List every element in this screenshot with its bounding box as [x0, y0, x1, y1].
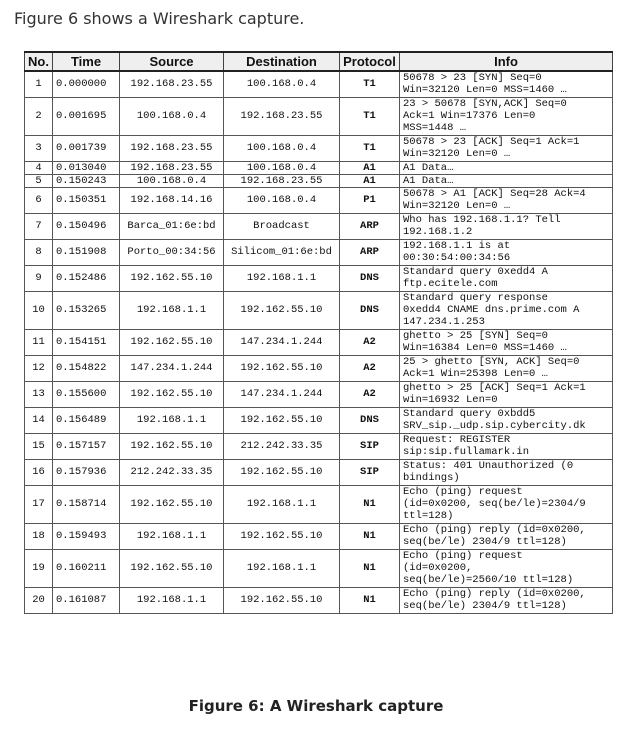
- packet-time: 0.157157: [53, 433, 120, 459]
- packet-time: 0.150351: [53, 187, 120, 213]
- table-row: [25, 485, 613, 523]
- packet-info-line: Ack=1 Win=17376 Len=0: [403, 110, 536, 122]
- packet-time: 0.151908: [53, 239, 120, 265]
- packet-number: 8: [25, 239, 53, 265]
- packet-number: 19: [25, 549, 53, 587]
- packet-info: [400, 71, 613, 97]
- packet-info-line: sip:sip.fullamark.in: [403, 446, 530, 458]
- packet-protocol: DNS: [340, 407, 400, 433]
- table-row: [25, 523, 613, 549]
- packet-protocol: N1: [340, 549, 400, 587]
- packet-info: [400, 355, 613, 381]
- packet-info-line: A1 Data…: [403, 174, 454, 187]
- table-row: [25, 135, 613, 161]
- packet-destination: 192.168.23.55: [224, 97, 340, 135]
- packet-info: [400, 549, 613, 587]
- table-row: [25, 355, 613, 381]
- packet-info-line: Standard query 0xbdd5: [403, 408, 536, 420]
- packet-destination: 192.162.55.10: [224, 587, 340, 613]
- packet-time: 0.152486: [53, 265, 120, 291]
- table-row: [25, 97, 613, 135]
- packet-source: 192.168.1.1: [120, 587, 224, 613]
- packet-source: 212.242.33.35: [120, 459, 224, 485]
- packet-protocol: ARP: [340, 239, 400, 265]
- packet-time: 0.158714: [53, 485, 120, 523]
- packet-time: 0.013040: [53, 161, 120, 174]
- packet-info: [400, 213, 613, 239]
- packet-number: 13: [25, 381, 53, 407]
- packet-time: 0.155600: [53, 381, 120, 407]
- packet-info-line: seq(be/le) 2304/9 ttl=128): [403, 600, 567, 612]
- packet-info-line: 50678 > 23 [SYN] Seq=0: [403, 72, 542, 85]
- packet-source: 192.162.55.10: [120, 329, 224, 355]
- packet-number: 5: [25, 174, 53, 187]
- table-row: [25, 174, 613, 187]
- packet-source: 100.168.0.4: [120, 97, 224, 135]
- packet-protocol: N1: [340, 485, 400, 523]
- packet-protocol: P1: [340, 187, 400, 213]
- packet-destination: 212.242.33.35: [224, 433, 340, 459]
- packet-info: [400, 291, 613, 329]
- packet-info: [400, 161, 613, 174]
- packet-info-line: seq(be/le)=2560/10 ttl=128): [403, 574, 574, 586]
- packet-info: [400, 407, 613, 433]
- packet-source: 192.168.1.1: [120, 291, 224, 329]
- packet-info-line: ftp.ecitele.com: [403, 278, 498, 290]
- packet-number: 7: [25, 213, 53, 239]
- packet-info-line: MSS=1448 …: [403, 122, 467, 134]
- packet-source: 192.168.1.1: [120, 523, 224, 549]
- packet-info-line: Win=32120 Len=0 …: [403, 200, 511, 212]
- table-row: [25, 407, 613, 433]
- packet-protocol: T1: [340, 97, 400, 135]
- packet-info-line: SRV_sip._udp.sip.cybercity.dk: [403, 420, 586, 432]
- packet-info-line: ghetto > 25 [SYN] Seq=0: [403, 330, 548, 342]
- packet-destination: Broadcast: [224, 213, 340, 239]
- packet-source: 192.162.55.10: [120, 381, 224, 407]
- packet-destination: Silicom_01:6e:bd: [224, 239, 340, 265]
- packet-protocol: A1: [340, 161, 400, 174]
- packet-info-line: ghetto > 25 [ACK] Seq=1 Ack=1: [403, 382, 586, 394]
- packet-number: 6: [25, 187, 53, 213]
- table-row: [25, 71, 613, 97]
- packet-info-line: 23 > 50678 [SYN,ACK] Seq=0: [403, 98, 567, 110]
- packet-destination: 147.234.1.244: [224, 381, 340, 407]
- packet-info-line: Standard query 0xedd4 A: [403, 266, 548, 278]
- packet-info: [400, 174, 613, 187]
- packet-info: [400, 587, 613, 613]
- packet-info-line: 0xedd4 CNAME dns.prime.com A: [403, 304, 580, 316]
- packet-info-line: 50678 > A1 [ACK] Seq=28 Ack=4: [403, 188, 586, 200]
- packet-protocol: N1: [340, 523, 400, 549]
- packet-number: 20: [25, 587, 53, 613]
- table-row: [25, 329, 613, 355]
- packet-source: 192.168.23.55: [120, 135, 224, 161]
- packet-info: [400, 135, 613, 161]
- packet-info: [400, 381, 613, 407]
- packet-number: 10: [25, 291, 53, 329]
- packet-protocol: A2: [340, 329, 400, 355]
- table-row: [25, 433, 613, 459]
- intro-text: Figure 6 shows a Wireshark capture.: [14, 9, 305, 28]
- table-row: [25, 549, 613, 587]
- packet-destination: 100.168.0.4: [224, 135, 340, 161]
- packet-info: [400, 97, 613, 135]
- packet-info-line: Ack=1 Win=25398 Len=0 …: [403, 368, 548, 380]
- packet-destination: 100.168.0.4: [224, 161, 340, 174]
- packet-number: 11: [25, 329, 53, 355]
- packet-info-line: Echo (ping) reply (id=0x0200,: [403, 524, 586, 536]
- packet-destination: 192.162.55.10: [224, 459, 340, 485]
- packet-destination: 192.162.55.10: [224, 407, 340, 433]
- packet-info: [400, 329, 613, 355]
- table-row: [25, 587, 613, 613]
- packet-source: 192.162.55.10: [120, 549, 224, 587]
- packet-info-line: bindings): [403, 472, 460, 484]
- packet-destination: 100.168.0.4: [224, 187, 340, 213]
- packet-info-line: 147.234.1.253: [403, 316, 485, 328]
- packet-info-line: A1 Data…: [403, 161, 454, 174]
- packet-info: [400, 433, 613, 459]
- packet-time: 0.156489: [53, 407, 120, 433]
- table-row: [25, 381, 613, 407]
- packet-destination: 192.168.1.1: [224, 485, 340, 523]
- packet-source: 147.234.1.244: [120, 355, 224, 381]
- packet-number: 17: [25, 485, 53, 523]
- packet-info-line: (id=0x0200,: [403, 562, 473, 574]
- packet-time: 0.150496: [53, 213, 120, 239]
- packet-destination: 192.162.55.10: [224, 355, 340, 381]
- header-no: No.: [25, 52, 53, 71]
- packet-protocol: SIP: [340, 459, 400, 485]
- packet-time: 0.154822: [53, 355, 120, 381]
- packet-info-line: Request: REGISTER: [403, 434, 511, 446]
- packet-info-line: Status: 401 Unauthorized (0: [403, 460, 574, 472]
- packet-info-line: Echo (ping) reply (id=0x0200,: [403, 588, 586, 600]
- packet-time: 0.001739: [53, 135, 120, 161]
- packet-number: 18: [25, 523, 53, 549]
- packet-time: 0.160211: [53, 549, 120, 587]
- packet-destination: 100.168.0.4: [224, 71, 340, 97]
- packet-number: 9: [25, 265, 53, 291]
- packet-source: 192.168.1.1: [120, 407, 224, 433]
- packet-source: 192.168.23.55: [120, 71, 224, 97]
- packet-source: 192.162.55.10: [120, 433, 224, 459]
- table-header-row: [25, 52, 613, 71]
- packet-source: 192.162.55.10: [120, 265, 224, 291]
- table-row: [25, 459, 613, 485]
- packet-protocol: T1: [340, 71, 400, 97]
- packet-destination: 192.168.23.55: [224, 174, 340, 187]
- packet-protocol: SIP: [340, 433, 400, 459]
- header-source: Source: [120, 52, 224, 71]
- packet-number: 4: [25, 161, 53, 174]
- packet-info: [400, 523, 613, 549]
- packet-info-line: 25 > ghetto [SYN, ACK] Seq=0: [403, 356, 580, 368]
- packet-destination: 192.162.55.10: [224, 523, 340, 549]
- packet-time: 0.153265: [53, 291, 120, 329]
- packet-info: [400, 187, 613, 213]
- packet-time: 0.159493: [53, 523, 120, 549]
- packet-info-line: Echo (ping) request: [403, 550, 523, 562]
- packet-destination: 192.162.55.10: [224, 291, 340, 329]
- packet-info-line: Standard query response: [403, 292, 548, 304]
- table-row: [25, 291, 613, 329]
- packet-info: [400, 485, 613, 523]
- header-protocol: Protocol: [340, 52, 400, 71]
- packet-source: 192.168.14.16: [120, 187, 224, 213]
- packet-time: 0.161087: [53, 587, 120, 613]
- packet-source: 192.168.23.55: [120, 161, 224, 174]
- packet-info-line: Win=32120 Len=0 MSS=1460 …: [403, 84, 567, 97]
- packet-protocol: DNS: [340, 291, 400, 329]
- packet-info-line: win=16932 Len=0: [403, 394, 498, 406]
- packet-number: 2: [25, 97, 53, 135]
- table-row: [25, 213, 613, 239]
- packet-info-line: 50678 > 23 [ACK] Seq=1 Ack=1: [403, 136, 580, 148]
- table-row: [25, 265, 613, 291]
- table-row: [25, 187, 613, 213]
- packet-number: 1: [25, 71, 53, 97]
- header-destination: Destination: [224, 52, 340, 71]
- packet-info-line: 00:30:54:00:34:56: [403, 252, 511, 264]
- packet-info-line: Echo (ping) request: [403, 486, 523, 498]
- packet-destination: 147.234.1.244: [224, 329, 340, 355]
- table-row: [25, 239, 613, 265]
- packet-number: 16: [25, 459, 53, 485]
- packet-info-line: Who has 192.168.1.1? Tell: [403, 214, 561, 226]
- packet-info-line: 192.168.1.2: [403, 226, 473, 238]
- packet-time: 0.154151: [53, 329, 120, 355]
- packet-time: 0.157936: [53, 459, 120, 485]
- header-time: Time: [53, 52, 120, 71]
- packet-source: Porto_00:34:56: [120, 239, 224, 265]
- header-info: Info: [400, 52, 613, 71]
- packet-source: 192.162.55.10: [120, 485, 224, 523]
- packet-protocol: A2: [340, 381, 400, 407]
- packet-time: 0.000000: [53, 71, 120, 97]
- packet-number: 15: [25, 433, 53, 459]
- packet-protocol: A2: [340, 355, 400, 381]
- table-row: [25, 161, 613, 174]
- packet-protocol: DNS: [340, 265, 400, 291]
- packet-info-line: Win=16384 Len=0 MSS=1460 …: [403, 342, 567, 354]
- packet-number: 3: [25, 135, 53, 161]
- packet-protocol: A1: [340, 174, 400, 187]
- packet-info: [400, 459, 613, 485]
- packet-info-line: (id=0x0200, seq(be/le)=2304/9: [403, 498, 586, 510]
- packet-destination: 192.168.1.1: [224, 549, 340, 587]
- wireshark-capture-table: [24, 51, 613, 614]
- packet-protocol: T1: [340, 135, 400, 161]
- packet-protocol: ARP: [340, 213, 400, 239]
- packet-destination: 192.168.1.1: [224, 265, 340, 291]
- packet-info: [400, 265, 613, 291]
- packet-info: [400, 239, 613, 265]
- packet-info-line: Win=32120 Len=0 …: [403, 148, 511, 160]
- packet-source: Barca_01:6e:bd: [120, 213, 224, 239]
- packet-protocol: N1: [340, 587, 400, 613]
- packet-source: 100.168.0.4: [120, 174, 224, 187]
- packet-info-line: ttl=128): [403, 510, 454, 522]
- packet-info-line: seq(be/le) 2304/9 ttl=128): [403, 536, 567, 548]
- packet-number: 12: [25, 355, 53, 381]
- packet-number: 14: [25, 407, 53, 433]
- packet-time: 0.150243: [53, 174, 120, 187]
- packet-time: 0.001695: [53, 97, 120, 135]
- figure-caption: Figure 6: A Wireshark capture: [188, 697, 444, 715]
- packet-info-line: 192.168.1.1 is at: [403, 240, 511, 252]
